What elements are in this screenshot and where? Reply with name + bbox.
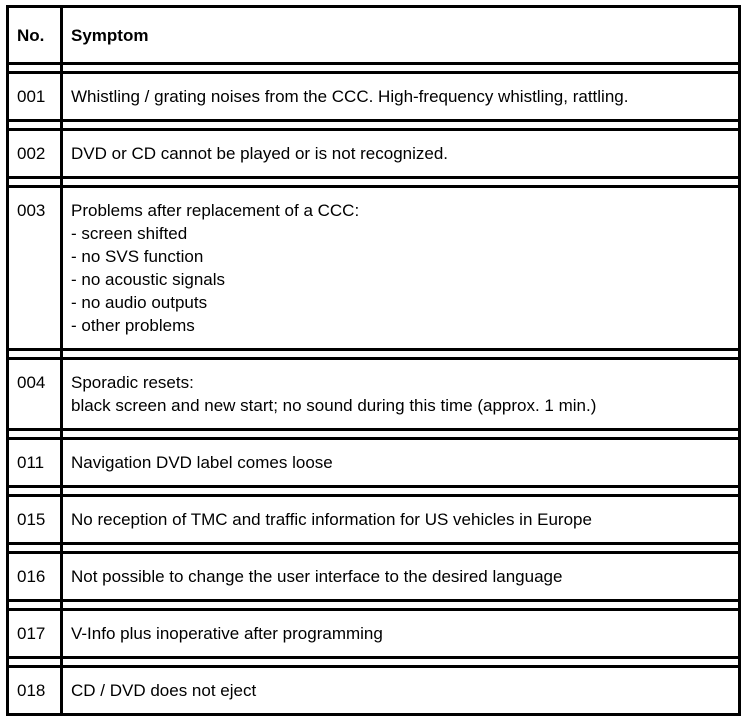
table-row: [8, 73, 740, 121]
row-spacer: [8, 350, 740, 359]
row-spacer: [8, 544, 740, 553]
row-symptom: Problems after replacement of a CCC: - screen shifted - no SVS function - no acoustic signals - no audio outputs - other problems: [62, 187, 740, 350]
row-number: 004: [8, 359, 62, 430]
row-number: 016: [8, 553, 62, 601]
row-symptom: DVD or CD cannot be played or is not recognized.: [62, 130, 740, 178]
spacer-cell: [62, 430, 740, 439]
row-number: 015: [8, 496, 62, 544]
spacer-cell: [62, 178, 740, 187]
spacer-cell: [62, 544, 740, 553]
spacer-cell: [62, 601, 740, 610]
symptom-table-container: [6, 5, 738, 716]
row-symptom: Whistling / grating noises from the CCC. High-frequency whistling, rattling.: [62, 73, 740, 121]
row-spacer: [8, 658, 740, 667]
row-symptom: Not possible to change the user interface to the desired language: [62, 553, 740, 601]
row-spacer: [8, 64, 740, 73]
row-symptom: Sporadic resets: black screen and new start; no sound during this time (approx. 1 min.): [62, 359, 740, 430]
row-number: 001: [8, 73, 62, 121]
row-symptom: No reception of TMC and traffic information for US vehicles in Europe: [62, 496, 740, 544]
row-spacer: [8, 487, 740, 496]
table-row: [8, 667, 740, 715]
spacer-cell: [62, 487, 740, 496]
spacer-cell: [8, 64, 62, 73]
table-row: [8, 439, 740, 487]
spacer-cell: [62, 350, 740, 359]
spacer-cell: [62, 658, 740, 667]
table-row: [8, 496, 740, 544]
table-row: [8, 553, 740, 601]
row-number: 011: [8, 439, 62, 487]
spacer-cell: [8, 601, 62, 610]
column-header-no: No.: [8, 7, 62, 64]
row-number: 017: [8, 610, 62, 658]
row-symptom: V-Info plus inoperative after programming: [62, 610, 740, 658]
column-header-symptom: Symptom: [62, 7, 740, 64]
table-row: [8, 610, 740, 658]
row-number: 003: [8, 187, 62, 350]
spacer-cell: [8, 178, 62, 187]
spacer-cell: [8, 430, 62, 439]
spacer-cell: [62, 64, 740, 73]
row-symptom: Navigation DVD label comes loose: [62, 439, 740, 487]
spacer-cell: [8, 544, 62, 553]
table-row: [8, 130, 740, 178]
table-row: [8, 187, 740, 350]
row-spacer: [8, 121, 740, 130]
row-spacer: [8, 430, 740, 439]
row-number: 002: [8, 130, 62, 178]
spacer-cell: [8, 487, 62, 496]
row-symptom: CD / DVD does not eject: [62, 667, 740, 715]
row-spacer: [8, 601, 740, 610]
symptom-table: [6, 5, 741, 716]
table-row: [8, 359, 740, 430]
spacer-cell: [8, 658, 62, 667]
spacer-cell: [8, 121, 62, 130]
spacer-cell: [8, 350, 62, 359]
row-spacer: [8, 178, 740, 187]
spacer-cell: [62, 121, 740, 130]
table-header-row: [8, 7, 740, 64]
row-number: 018: [8, 667, 62, 715]
